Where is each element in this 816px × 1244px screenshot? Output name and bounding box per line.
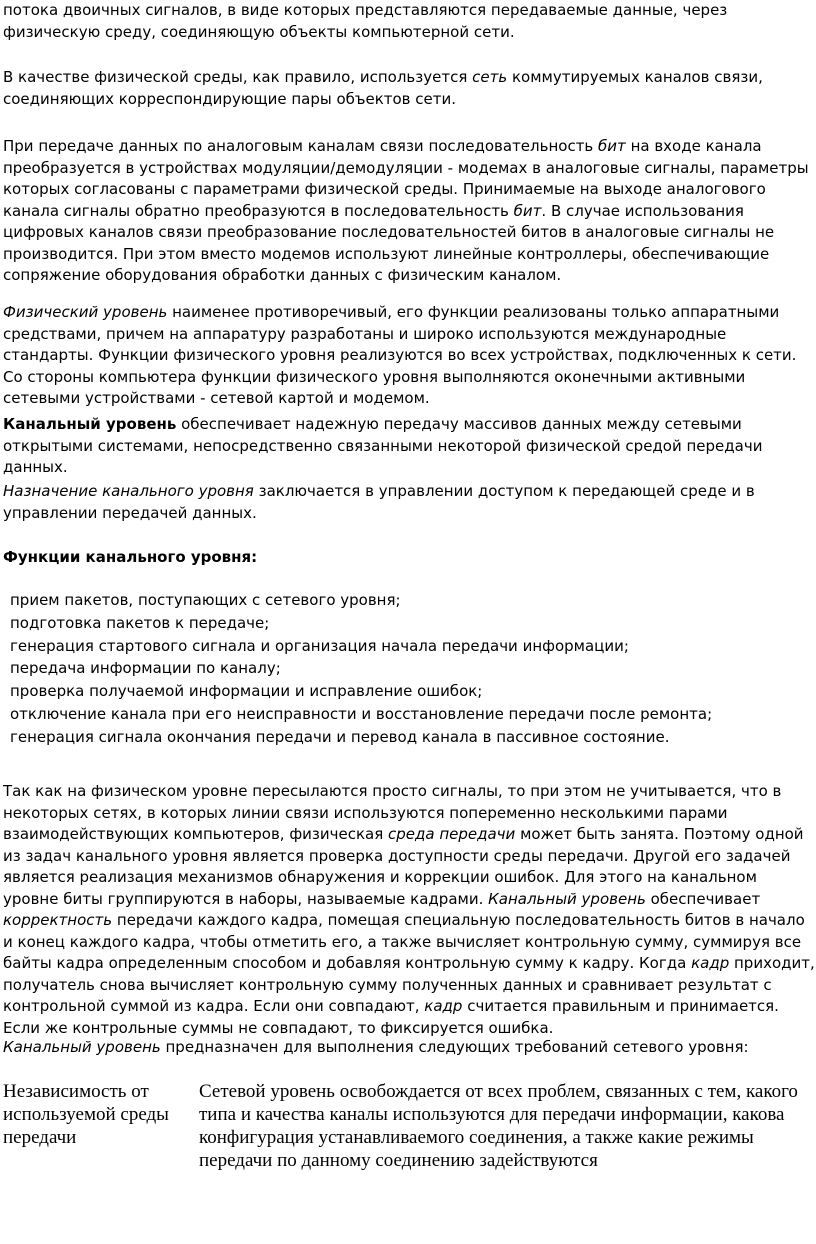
- italic-term: Физический уровень: [3, 303, 168, 321]
- text-run: . В случае использования цифровых каналов связи преобразование последовательностей битов в аналоговые сигналы не производится. При этом вместо модемов используют линейные контроллеры, обеспечивающие сопряжение оборудования обработки данных с физическим каналом.: [3, 201, 775, 284]
- paragraph-modems: [3, 136, 815, 287]
- heading-text: Функции канального уровня:: [3, 548, 258, 566]
- paragraph-switched-network: [3, 67, 815, 110]
- list-item: отключение канала при его неисправности и восстановление передачи после ремонта;: [10, 704, 713, 723]
- italic-term: кадр: [691, 954, 730, 972]
- text-run: на входе канала преобразуется в устройствах модуляции/демодуляции - модемах в аналоговые сигналы, параметры которых согласованы с параметрами физической среды. Принимаемые на выходе аналогового канала сигналы обратно преобразуются в последовательность: [3, 137, 809, 220]
- text-run: коммутируемых каналов связи, соединяющих корреспондирующие пары объектов сети.: [3, 68, 763, 108]
- text-run: При передаче данных по аналоговым каналам связи последовательность: [3, 137, 599, 155]
- bold-term: Канальный уровень: [3, 415, 177, 433]
- paragraph-text: потока двоичных сигналов, в виде которых представляются передаваемые данные, через физическую среду, соединяющую объекты компьютерной сети.: [3, 1, 728, 41]
- text-run: приходит, получатель снова вычисляет контрольную сумму полученных данных и сравнивает результат с контрольной суммой из кадра. Если они совпадают,: [3, 954, 815, 1015]
- list-item: генерация сигнала окончания передачи и перевод канала в пассивное состояние.: [10, 727, 670, 746]
- list-item: генерация стартового сигнала и организация начала передачи информации;: [10, 636, 629, 655]
- paragraph-frames: [3, 781, 815, 1039]
- list-item: передача информации по каналу;: [10, 659, 281, 678]
- text-run: считается правильным и принимается. Если же контрольные суммы не совпадают, то фиксируется ошибка.: [3, 997, 779, 1037]
- italic-term: бит: [513, 201, 542, 220]
- italic-term: Канальный уровень: [488, 889, 646, 908]
- text-run: Так как на физическом уровне пересылаются просто сигналы, то при этом не учитывается, что в некоторых сетях, в которых линии связи используются попеременно несколькими парами взаимодействующих компьютеров, физическая: [3, 782, 782, 843]
- italic-term: Назначение канального уровня: [3, 482, 254, 500]
- italic-term: среда передачи: [388, 825, 516, 843]
- italic-term: Канальный уровень: [3, 1038, 161, 1056]
- text-run: передачи каждого кадра, помещая специальную последовательность битов в начало и конец каждого кадра, чтобы отметить его, а также вычисляет контрольную сумму, суммируя все байты кадра определенным способом и добавляя контрольную сумму к кадру. Когда: [3, 911, 805, 972]
- requirement-name-cell: Независимость от используемой среды передачи: [3, 1081, 169, 1148]
- paragraph-physical-layer: [3, 302, 815, 410]
- text-run: предназначен для выполнения следующих требований сетевого уровня:: [160, 1038, 749, 1056]
- text-run: может быть занята. Поэтому одной из задач канального уровня является проверка доступности среды передачи. Другой его задачей является реализация механизмов обнаружения и коррекции ошибок. Для этого на канальном уровне биты группируются в наборы, называемые кадрами.: [3, 825, 804, 908]
- paragraph-data-link-purpose: [3, 481, 815, 524]
- italic-term: бит: [598, 137, 626, 155]
- italic-term: сеть: [472, 68, 508, 86]
- requirement-description-cell: Сетевой уровень освобождается от всех проблем, связанных с тем, какого типа и качества каналы используются для передачи информации, какова конфигурация устанавливаемого соединения, а также какие режимы передачи по данному соединению задействуются: [199, 1081, 798, 1171]
- text-run: заключается в управлении доступом к передающей среде и в управлении передачей данных.: [3, 482, 755, 522]
- list-item: прием пакетов, поступающих с сетевого уровня;: [10, 591, 401, 609]
- text-run: обеспечивает надежную передачу массивов данных между сетевыми открытыми системами, непосредственно связанными некоторой физической средой передачи данных.: [3, 415, 763, 476]
- functions-list: [10, 589, 712, 749]
- text-run: обеспечивает: [645, 889, 761, 908]
- list-item: проверка получаемой информации и исправление ошибок;: [10, 682, 483, 701]
- functions-heading: [3, 547, 815, 569]
- italic-term: корректность: [3, 911, 113, 929]
- paragraph-data-link-layer: [3, 414, 815, 479]
- paragraph-physical-medium: [3, 0, 815, 43]
- list-item: подготовка пакетов к передаче;: [10, 613, 270, 632]
- italic-term: кадр: [424, 997, 463, 1015]
- text-run: В качестве физической среды, как правило, используется: [3, 68, 473, 86]
- text-run: наименее противоречивый, его функции реализованы только аппаратными средствами, причем на аппаратуру разработаны и широко используются международные стандарты. Функции физического уровня реализуются во всех устройствах, подключенных к сети. Со стороны компьютера функции физического уровня выполняются оконечными активными сетевыми устройствами - сетевой картой и модемом.: [3, 303, 797, 407]
- paragraph-requirements: [3, 1037, 815, 1059]
